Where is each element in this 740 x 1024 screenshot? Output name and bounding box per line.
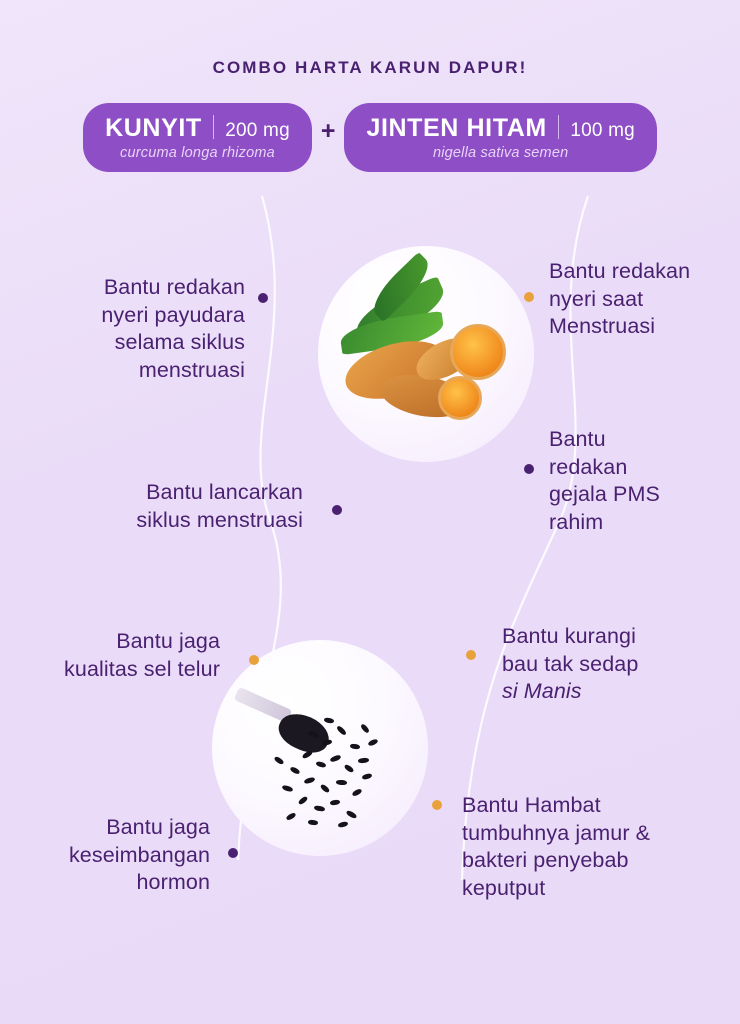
bullet-dot: [524, 292, 534, 302]
benefit-line: bakteri penyebab: [462, 848, 629, 873]
benefit-right-2: [549, 426, 729, 537]
turmeric-slice: [450, 324, 506, 380]
bullet-dot: [332, 505, 342, 515]
ingredient-pill-kunyit-main: [105, 112, 290, 143]
benefit-line: Bantu jaga: [106, 815, 210, 839]
turmeric-photo: [318, 246, 534, 462]
seed: [336, 780, 347, 786]
seed: [322, 739, 333, 746]
bullet-dot: [258, 293, 268, 303]
seed: [350, 743, 361, 749]
seed: [298, 795, 309, 805]
page-title: COMBO HARTA KARUN DAPUR!: [212, 58, 528, 77]
ingredient-name-kunyit: KUNYIT: [105, 114, 202, 142]
benefit-line: hormon: [136, 870, 210, 895]
benefit-left-4: [20, 814, 210, 897]
bullet-dot: [432, 800, 442, 810]
bullet-dot: [249, 655, 259, 665]
black-seed-photo: [212, 640, 428, 856]
benefit-line: Menstruasi: [549, 314, 656, 339]
pill-divider: [558, 115, 560, 139]
benefit-left-3: [20, 628, 220, 683]
ingredient-latin-jinten-hitam: nigella sativa semen: [432, 145, 569, 161]
seed: [336, 725, 347, 736]
ingredient-pill-row: [0, 103, 740, 172]
turmeric-slice: [438, 376, 482, 420]
seed: [314, 805, 326, 812]
benefit-line: siklus menstruasi: [136, 507, 303, 532]
bullet-dot: [228, 848, 238, 858]
benefit-line: menstruasi: [138, 358, 245, 383]
benefit-right-4: [462, 792, 712, 903]
benefit-line: bau tak sedap: [502, 651, 639, 676]
ingredient-pill-kunyit: [83, 103, 312, 172]
benefit-line: nyeri saat: [549, 286, 644, 311]
bullet-dot: [466, 650, 476, 660]
benefit-line: Bantu redakan: [103, 275, 245, 299]
benefit-line: keputput: [462, 876, 546, 901]
seed: [329, 754, 341, 763]
seed: [308, 819, 318, 825]
benefit-line: kualitas sel telur: [64, 656, 220, 681]
seed: [330, 799, 341, 805]
seed: [324, 717, 335, 724]
seed: [289, 766, 300, 775]
plus-symbol: +: [320, 117, 336, 145]
seed: [345, 810, 357, 820]
seed: [320, 783, 331, 793]
seed: [360, 723, 370, 734]
seed: [362, 773, 373, 781]
ingredient-pill-jinten-main: [366, 112, 634, 143]
seed: [343, 764, 354, 774]
benefit-line: gejala PMS: [549, 482, 660, 507]
seed: [285, 812, 296, 821]
benefit-line: Bantu Hambat: [462, 793, 601, 817]
benefit-line: rahim: [549, 510, 604, 535]
seed: [281, 784, 293, 792]
benefit-left-2: [20, 479, 303, 534]
benefit-line: Bantu kurangi: [502, 624, 636, 648]
benefit-line: nyeri payudara: [101, 302, 245, 327]
seed: [338, 821, 349, 828]
benefit-line: Bantu: [549, 427, 606, 451]
seed: [351, 788, 362, 797]
ingredient-latin-kunyit: curcuma longa rhizoma: [120, 145, 275, 161]
pill-divider: [213, 115, 215, 139]
seed: [303, 776, 315, 784]
bullet-dot: [524, 464, 534, 474]
benefit-line: Bantu redakan: [549, 259, 691, 283]
seed: [316, 761, 327, 769]
ingredient-dose-kunyit: 200 mg: [225, 120, 290, 141]
seed: [367, 738, 378, 747]
benefit-line: Bantu lancarkan: [146, 480, 303, 504]
benefit-left-1: [20, 274, 245, 385]
ingredient-pill-jinten-hitam: [344, 103, 656, 172]
ingredient-name-jinten-hitam: JINTEN HITAM: [366, 114, 547, 142]
seed: [273, 756, 284, 766]
ingredient-dose-jinten-hitam: 100 mg: [570, 120, 635, 141]
benefit-right-1: [549, 258, 739, 341]
benefit-line: Bantu jaga: [116, 629, 220, 653]
benefit-line: redakan: [549, 454, 628, 479]
benefit-line: selama siklus: [114, 330, 245, 355]
benefit-right-3: [502, 623, 707, 706]
benefit-line: tumbuhnya jamur &: [462, 820, 651, 845]
seed: [358, 757, 369, 763]
benefit-line: keseimbangan: [68, 842, 210, 867]
benefit-line-italic: si Manis: [502, 679, 582, 704]
